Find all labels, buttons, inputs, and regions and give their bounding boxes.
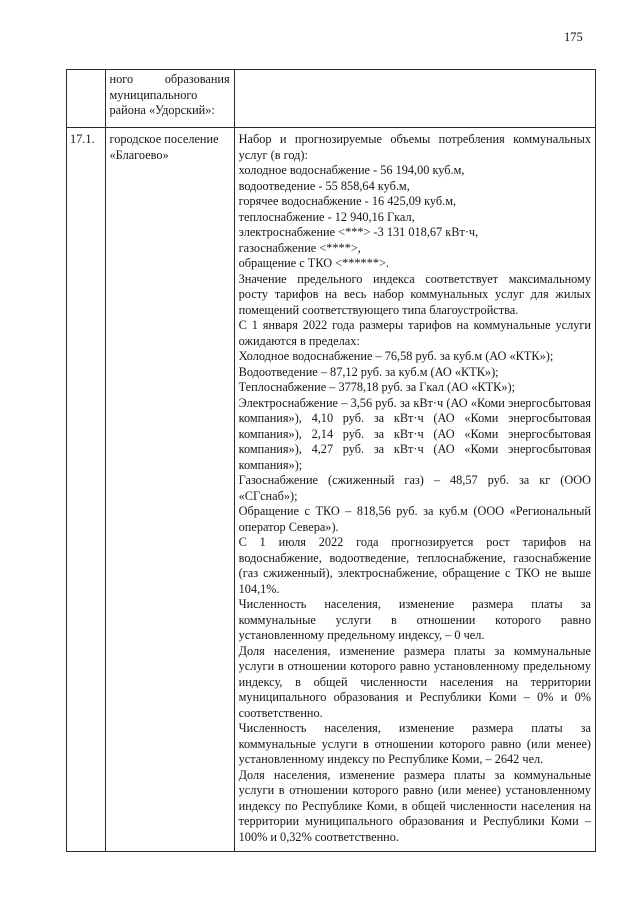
entry-row bbox=[67, 128, 596, 852]
entry-content-cell bbox=[234, 128, 595, 852]
content-paragraph: обращение с ТКО <******>. bbox=[238, 256, 390, 270]
continuation-name-line: ного образования bbox=[109, 72, 230, 86]
continuation-name-line: муниципального bbox=[109, 87, 198, 102]
continuation-num-cell bbox=[67, 70, 106, 128]
entry-num-cell: 17.1. bbox=[67, 128, 106, 852]
content-paragraph: Численность населения, изменение размера платы за коммунальные услуги в отношении которого равно установленному предельному индексу, – 0 чел. bbox=[238, 597, 591, 642]
content-paragraph: Доля населения, изменение размера платы за коммунальные услуги в отношении которого равно (или менее) установленному индексу по Республике Коми, в общей численности населения на территории муниципального образования и Республики Коми – 100% и 0,32% соответственно. bbox=[238, 767, 591, 844]
content-paragraph: Обращение с ТКО – 818,56 руб. за куб.м (ООО «Региональный оператор Севера»). bbox=[238, 504, 591, 534]
continuation-content-cell bbox=[234, 70, 595, 128]
continuation-row bbox=[67, 70, 596, 128]
page-number: 175 bbox=[564, 30, 583, 44]
content-paragraph: Значение предельного индекса соответствует максимальному росту тарифов на весь набор коммунальных услуг для жилых помещений соответствующего типа благоустройства. bbox=[238, 271, 591, 317]
content-paragraph: Численность населения, изменение размера платы за коммунальные услуги в отношении которого равно (или менее) установленному индексу по Республике Коми, – 2642 чел. bbox=[238, 721, 591, 766]
continuation-name-cell bbox=[105, 70, 234, 128]
content-paragraph: Электроснабжение – 3,56 руб. за кВт·ч (АО «Коми энергосбытовая компания»), 4,10 руб. за кВт·ч (АО «Коми энергосбытовая компания»), 2,14 руб. за кВт·ч (АО «Коми энергосбытовая компания»), 4,27 руб. за кВт·ч (АО «Коми энергосбытовая компания»); bbox=[238, 395, 591, 472]
content-paragraph: Газоснабжение (сжиженный газ) – 48,57 руб. за кг (ООО «СГснаб»); bbox=[238, 473, 591, 503]
content-paragraph: Холодное водоснабжение – 76,58 руб. за куб.м (АО «КТК»); bbox=[238, 349, 554, 363]
content-paragraph: Теплоснабжение – 3778,18 руб. за Гкал (АО «КТК»); bbox=[238, 380, 515, 394]
content-paragraph: газоснабжение <****>, bbox=[238, 240, 361, 255]
content-paragraph: Водоотведение – 87,12 руб. за куб.м (АО «КТК»); bbox=[238, 364, 499, 379]
content-paragraph: Доля населения, изменение размера платы за коммунальные услуги в отношении которого равно установленному предельному индексу, в общей численности населения на территории муниципального образования и Республики Коми – 0% и 0% соответственно. bbox=[238, 643, 591, 720]
content-paragraph: электроснабжение <***> -3 131 018,67 кВт·ч, bbox=[238, 225, 479, 239]
content-paragraph: теплоснабжение - 12 940,16 Гкал, bbox=[238, 209, 415, 224]
content-paragraph: горячее водоснабжение - 16 425,09 куб.м, bbox=[238, 194, 457, 208]
tariff-table bbox=[66, 69, 596, 852]
content-paragraph: Набор и прогнозируемые объемы потребления коммунальных услуг (в год): bbox=[238, 132, 591, 162]
content-paragraph: водоотведение - 55 858,64 куб.м, bbox=[238, 178, 410, 193]
entry-name-cell: городское поселение «Благоево» bbox=[105, 128, 234, 852]
content-paragraph: С 1 июля 2022 года прогнозируется рост тарифов на водоснабжение, водоотведение, теплоснабжение, газоснабжение (газ сжиженный), электроснабжение, обращение с ТКО не выше 104,1%. bbox=[238, 535, 591, 596]
content-paragraph: холодное водоснабжение - 56 194,00 куб.м, bbox=[238, 163, 465, 177]
content-paragraph: С 1 января 2022 года размеры тарифов на коммунальные услуги ожидаются в пределах: bbox=[238, 318, 591, 348]
continuation-name-line: района «Удорский»: bbox=[109, 103, 215, 117]
